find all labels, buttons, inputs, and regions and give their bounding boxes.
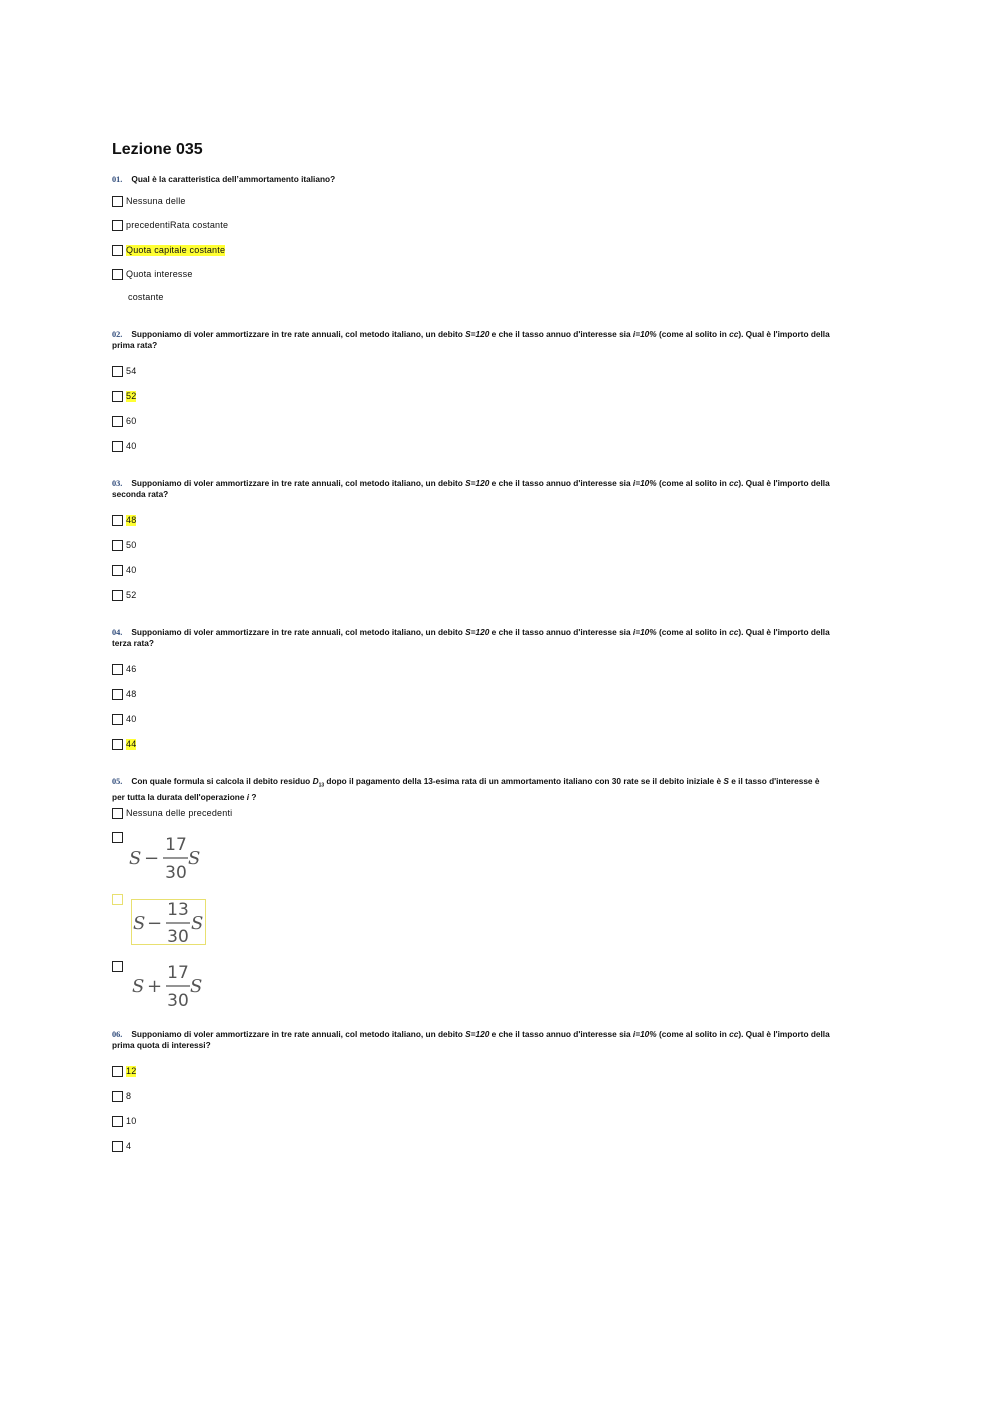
formula-numerator: 17 xyxy=(167,964,189,983)
q02-option-1[interactable]: 54 xyxy=(112,364,136,378)
formula-option-4 xyxy=(131,964,207,1008)
question-number: 06. xyxy=(112,1030,123,1039)
page-title: Lezione 035 xyxy=(112,141,203,158)
formula-denominator: 30 xyxy=(167,991,189,1008)
checkbox[interactable] xyxy=(112,196,123,207)
question-number: 05. xyxy=(112,777,123,786)
q05-option-3[interactable] xyxy=(112,892,123,906)
question-number: 01. xyxy=(112,175,123,184)
checkbox[interactable] xyxy=(112,894,123,905)
formula-left: S xyxy=(132,976,145,997)
checkbox[interactable] xyxy=(112,269,123,280)
checkbox[interactable] xyxy=(112,689,123,700)
q06-option-2[interactable]: 8 xyxy=(112,1089,131,1103)
checkbox[interactable] xyxy=(112,391,123,402)
correct-answer-highlight: 12 xyxy=(126,1065,137,1076)
checkbox[interactable] xyxy=(112,515,123,526)
question-05: 05. Con quale formula si calcola il debito residuo $D_{13}$ dopo il pagamento della 13-esima rata di un ammortamento italiano con 30 rate se il debito iniziale è S e il tasso d'interesse è per tutta la durata dell'operazione i ? xyxy=(112,776,820,802)
formula-numerator: 17 xyxy=(165,836,187,855)
correct-answer-highlight: Quota capitale costante xyxy=(126,244,226,255)
question-number: 02. xyxy=(112,330,123,339)
q06-option-1[interactable] xyxy=(112,1064,136,1078)
q02-option-3[interactable]: 60 xyxy=(112,414,136,428)
q04-option-3[interactable]: 40 xyxy=(112,712,136,726)
checkbox[interactable] xyxy=(112,220,123,231)
formula-operator: − xyxy=(144,848,160,869)
question-03: 03. Supponiamo di voler ammortizzare in tre rate annuali, col metodo italiano, un debito S=120 e che il tasso annuo d'interesse sia i=10% (come al solito in cc). Qual è l'importo della seconda rata? xyxy=(112,478,830,499)
q04-option-4[interactable] xyxy=(112,737,136,751)
q01-option-continuation: costante xyxy=(128,292,164,302)
q01-option-1[interactable]: Nessuna delle xyxy=(112,194,186,208)
checkbox[interactable] xyxy=(112,961,123,972)
checkbox[interactable] xyxy=(112,714,123,725)
checkbox[interactable] xyxy=(112,441,123,452)
formula-right: S xyxy=(190,976,203,997)
correct-answer-highlight: 44 xyxy=(126,738,137,749)
q04-option-2[interactable]: 48 xyxy=(112,687,136,701)
formula-denominator: 30 xyxy=(165,863,187,880)
q03-option-2[interactable]: 50 xyxy=(112,538,136,552)
correct-answer-highlight: 52 xyxy=(126,390,137,401)
q03-option-1[interactable] xyxy=(112,513,136,527)
formula-operator: − xyxy=(147,913,163,934)
question-number: 04. xyxy=(112,628,123,637)
formula-right: S xyxy=(188,848,201,869)
checkbox[interactable] xyxy=(112,1066,123,1077)
q03-option-4[interactable]: 52 xyxy=(112,588,136,602)
checkbox[interactable] xyxy=(112,565,123,576)
q03-option-3[interactable]: 40 xyxy=(112,563,136,577)
q01-option-4[interactable]: Quota interesse xyxy=(112,267,193,281)
q02-option-4[interactable]: 40 xyxy=(112,439,136,453)
q01-option-3[interactable] xyxy=(112,243,225,257)
checkbox[interactable] xyxy=(112,1141,123,1152)
formula-operator: + xyxy=(147,976,163,997)
checkbox[interactable] xyxy=(112,832,123,843)
checkbox[interactable] xyxy=(112,245,123,256)
q06-option-4[interactable]: 4 xyxy=(112,1139,131,1153)
q06-option-3[interactable]: 10 xyxy=(112,1114,136,1128)
correct-answer-highlight: 48 xyxy=(126,514,137,525)
checkbox[interactable] xyxy=(112,664,123,675)
q05-option-1[interactable]: Nessuna delle precedenti xyxy=(112,806,232,820)
q01-option-2[interactable]: precedentiRata costante xyxy=(112,218,228,232)
formula-numerator: 13 xyxy=(167,900,189,920)
question-02: 02. Supponiamo di voler ammortizzare in tre rate annuali, col metodo italiano, un debito S=120 e che il tasso annuo d'interesse sia i=10% (come al solito in cc). Qual è l'importo della prima rata? xyxy=(112,329,830,350)
q04-option-1[interactable]: 46 xyxy=(112,662,136,676)
checkbox[interactable] xyxy=(112,540,123,551)
q02-option-2[interactable] xyxy=(112,389,136,403)
q05-option-2[interactable] xyxy=(112,830,123,844)
formula-option-3-correct xyxy=(131,899,206,945)
question-number: 03. xyxy=(112,479,123,488)
checkbox[interactable] xyxy=(112,1091,123,1102)
question-04: 04. Supponiamo di voler ammortizzare in tre rate annuali, col metodo italiano, un debito S=120 e che il tasso annuo d'interesse sia i=10% (come al solito in cc). Qual è l'importo della terza rata? xyxy=(112,627,830,648)
formula-denominator: 30 xyxy=(167,927,189,944)
checkbox[interactable] xyxy=(112,590,123,601)
formula-option-2 xyxy=(128,836,204,880)
question-text: Qual è la caratteristica dell’ammortamento italiano? xyxy=(131,174,336,184)
formula-left: S xyxy=(129,848,142,869)
question-06: 06. Supponiamo di voler ammortizzare in tre rate annuali, col metodo italiano, un debito S=120 e che il tasso annuo d'interesse sia i=10% (come al solito in cc). Qual è l'importo della prima quota di interessi? xyxy=(112,1029,830,1050)
checkbox[interactable] xyxy=(112,366,123,377)
formula-right: S xyxy=(191,913,204,934)
checkbox[interactable] xyxy=(112,739,123,750)
formula-left: S xyxy=(133,913,146,934)
q05-option-4[interactable] xyxy=(112,959,123,973)
checkbox[interactable] xyxy=(112,808,123,819)
question-01 xyxy=(112,174,832,185)
checkbox[interactable] xyxy=(112,416,123,427)
checkbox[interactable] xyxy=(112,1116,123,1127)
